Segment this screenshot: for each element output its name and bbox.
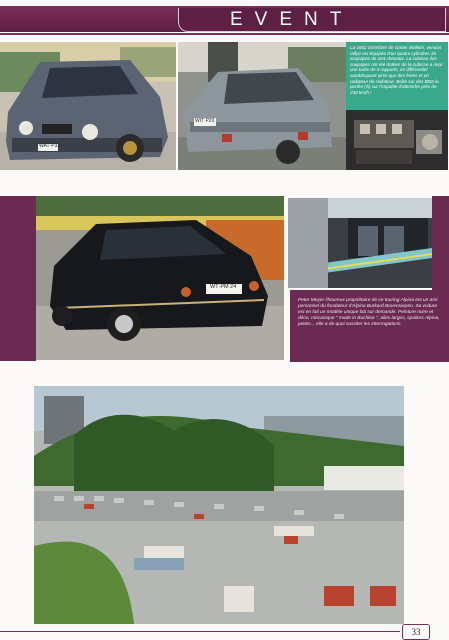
photo-bmw-front [0,42,176,170]
caption-rally-car: La 1602 Schnitzer de Gärter Walkim, version rallye est équipée d'un quatre cylindres 16 soupapes de 204 chevaux. La culasse des soupapes ont été dotées de la culasse a reçu une boîte de 5 rapports, ce différentiel autobloquant ainsi que des freins et un radiateur de radiateur. Boîte sur des BBS la portée (S) sur l'capable d'atteindre près de 230 km/h ! [346,42,448,110]
footer-divider [0,631,400,632]
page-number: 33 [402,624,430,640]
photo-engine [346,110,448,170]
plate-text: WAT·P32 [39,143,61,149]
photo-event-overview [34,386,404,624]
section-title: EVENT [230,9,354,30]
plate-text: WIT P20 [195,118,215,124]
plate-text: WT·PM 24 [210,284,237,290]
photo-alpina-touring [36,196,284,360]
photo-bmw-rear [178,42,346,170]
photo-interior [288,198,432,288]
decorative-band-left [0,196,36,361]
caption-alpina: Peter Meyer l'heureux propriétaire de ce touring Alpina est un ami personnel du fondateur d'Alpina Burkard Bovensiepen. Sa voiture est en fait un modèle unique fait sur demande. Peinture noire et déco, mécanique " made in Buchloe ", ailes larges, spoilers Alpina, jantes... elle a de quoi susciter les interrogations. [290,290,449,362]
decorative-band-right [432,196,449,291]
header-divider [0,33,449,35]
